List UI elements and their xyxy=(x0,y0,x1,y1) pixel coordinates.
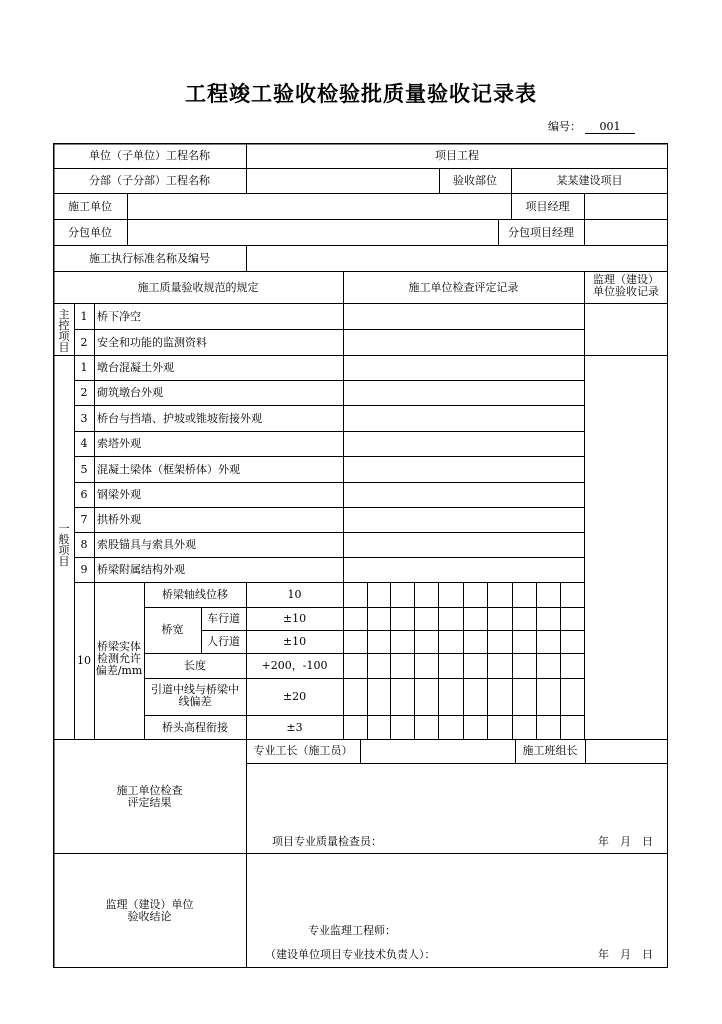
length-value: +200，-100 xyxy=(261,659,328,672)
general-item-text: 拱桥外观 xyxy=(97,513,141,526)
date-line-2: 年 月 日 xyxy=(598,948,653,961)
general-item-number: 7 xyxy=(80,513,88,526)
unit-name-value: 项目工程 xyxy=(435,149,479,162)
inspect-part-value: 某某建设项目 xyxy=(556,174,623,187)
doc-no-label: 编号： xyxy=(548,120,581,133)
tolerance-label-line1: 桥梁实体 xyxy=(97,640,141,653)
general-item-text: 索塔外观 xyxy=(97,437,141,450)
general-item-text: 索股锚具与索具外观 xyxy=(97,538,196,551)
supervisor-column-header xyxy=(584,274,668,298)
supervisor-header-line1: 监理（建设） xyxy=(593,273,659,286)
record-column-header: 施工单位检查评定记录 xyxy=(408,281,519,294)
axis-offset-value: 10 xyxy=(287,588,302,601)
alignment-label-line1: 引道中线与桥梁中 xyxy=(151,683,239,696)
page-title: 工程竣工验收检验批质量验收记录表 xyxy=(185,82,537,106)
supervisor-header-line2: 单位验收记录 xyxy=(593,285,659,298)
main-item-number: 2 xyxy=(80,336,88,349)
date-line-1: 年 月 日 xyxy=(598,835,653,848)
general-item-text: 钢梁外观 xyxy=(97,488,141,501)
qc-inspector-label: 项目专业质量检查员： xyxy=(272,835,382,848)
general-item-number: 4 xyxy=(80,437,88,450)
supervising-engineer-label: 专业监理工程师： xyxy=(308,924,396,937)
sub-project-label: 分部（子分部）工程名称 xyxy=(89,174,210,187)
elevation-label: 桥头高程衔接 xyxy=(162,721,228,734)
main-item-text: 安全和功能的监测资料 xyxy=(97,336,207,349)
main-control-group-label: 主控项目 xyxy=(58,308,70,354)
general-item-number: 9 xyxy=(80,563,88,576)
tolerance-label xyxy=(94,641,144,677)
check-result-line1: 施工单位检查 xyxy=(116,784,183,797)
standard-label: 施工执行标准名称及编号 xyxy=(89,252,210,265)
main-item-number: 1 xyxy=(80,310,88,323)
length-label: 长度 xyxy=(184,659,206,672)
contractor-label: 施工单位 xyxy=(68,200,112,213)
sub-pm-label: 分包项目经理 xyxy=(508,226,574,239)
bridge-width-label: 桥宽 xyxy=(161,623,184,636)
supervisor-conclusion-line1: 监理（建设）单位 xyxy=(105,898,194,911)
supervisor-conclusion-line2: 验收结论 xyxy=(127,910,172,923)
inspection-form xyxy=(53,143,668,968)
general-item-number: 8 xyxy=(80,538,88,551)
general-item-text: 混凝土梁体（框架桥体）外观 xyxy=(97,463,240,476)
unit-name-label: 单位（子单位）工程名称 xyxy=(89,149,210,162)
sidewalk-value: ±10 xyxy=(282,635,307,648)
owner-representative-label: （建设单位项目专业技术负责人）： xyxy=(265,948,436,961)
axis-offset-label: 桥梁轴线位移 xyxy=(162,588,228,601)
lane-label: 车行道 xyxy=(207,612,240,625)
general-item-number: 2 xyxy=(80,386,88,399)
general-item-number: 5 xyxy=(80,463,88,476)
main-item-text: 桥下净空 xyxy=(97,310,141,323)
alignment-label xyxy=(144,684,246,708)
spec-column-header: 施工质量验收规范的规定 xyxy=(137,281,259,294)
subcontractor-label: 分包单位 xyxy=(68,226,112,239)
lane-value: ±10 xyxy=(282,612,307,625)
general-item-number: 3 xyxy=(80,412,88,425)
alignment-value: ±20 xyxy=(282,690,307,703)
document-number xyxy=(548,118,635,134)
elevation-value: ±3 xyxy=(286,721,303,734)
check-result-line2: 评定结果 xyxy=(127,796,172,809)
general-item-text: 墩台混凝土外观 xyxy=(97,361,174,374)
check-result-label xyxy=(53,785,246,809)
general-group-label: 一般项目 xyxy=(58,522,70,568)
general-item-number: 6 xyxy=(80,488,88,501)
tolerance-label-line3: 偏差/mm xyxy=(95,664,143,677)
team-leader-label: 施工班组长 xyxy=(522,744,578,757)
foreman-label: 专业工长（施工员） xyxy=(253,744,353,757)
project-manager-label: 项目经理 xyxy=(525,200,570,213)
tolerance-label-line2: 检测允许 xyxy=(97,652,141,665)
alignment-label-line2: 线偏差 xyxy=(178,695,212,708)
sidewalk-label: 人行道 xyxy=(207,635,240,648)
inspect-part-label: 验收部位 xyxy=(453,174,497,187)
general-item-text: 桥梁附属结构外观 xyxy=(97,563,185,576)
doc-no-value: 001 xyxy=(585,120,635,134)
general-item-text: 桥台与挡墙、护坡或锥坡衔接外观 xyxy=(97,412,262,425)
supervisor-conclusion-label xyxy=(53,899,246,923)
general-item-number: 1 xyxy=(80,361,88,374)
general-item-text: 砌筑墩台外观 xyxy=(97,386,163,399)
tolerance-item-number: 10 xyxy=(77,654,91,667)
